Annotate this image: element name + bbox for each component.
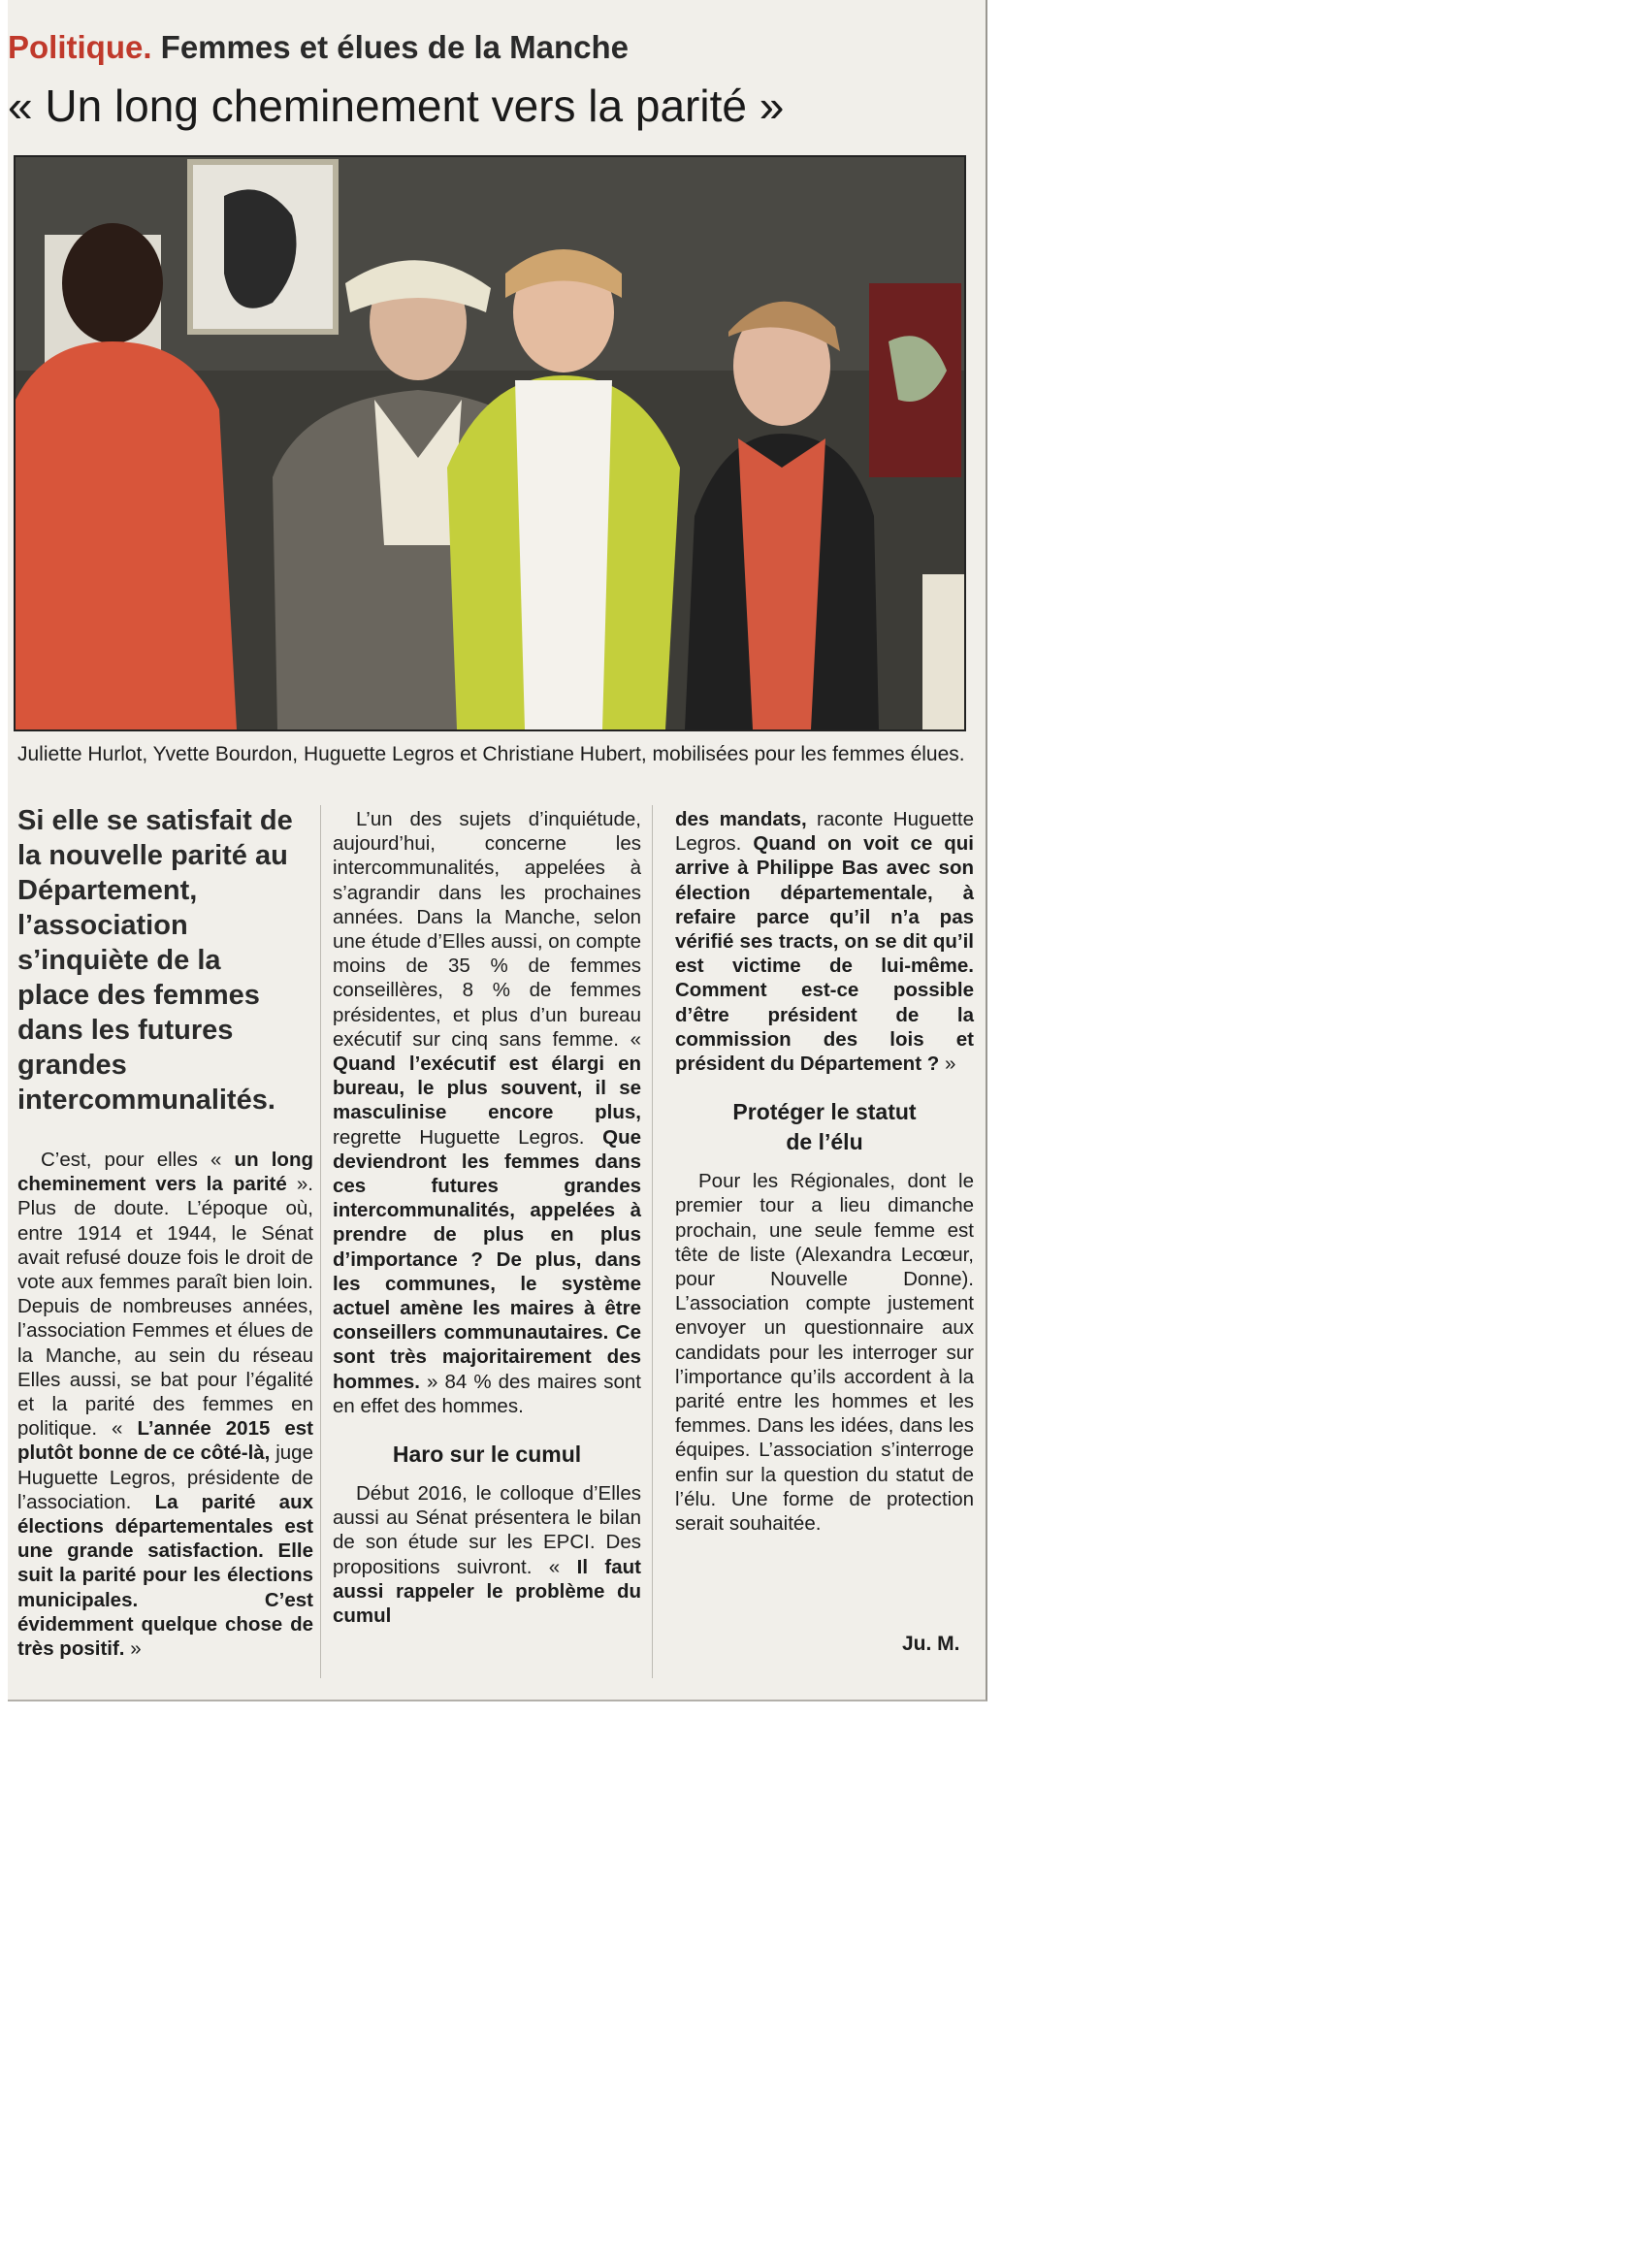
text-run: Début 2016, le colloque d’Elles aussi au Sénat présentera le bilan de son étude sur les EPCI. Des propositions suivront. « — [333, 1482, 641, 1578]
col2-paragraph-2 — [333, 1481, 641, 1628]
bold-run: L’année 2015 est plutôt bonne de ce côté-là, — [17, 1417, 313, 1465]
photo-caption: Juliette Hurlot, Yvette Bourdon, Huguette Legros et Christiane Hubert, mobilisées pour les femmes élues. — [17, 743, 965, 765]
author-signature: Ju. M. — [902, 1633, 960, 1655]
bold-run: Quand on voit ce qui arrive à Philippe Bas avec son élection départementale, à refaire parce qu’il n’a pas vérifié ses tracts, on se dit qu’il est victime de lui-même. Comment est-ce possible d’être président de la commission des lois et président du Département ? — [675, 832, 974, 1076]
column-2 — [333, 807, 641, 1628]
kicker-text: Femmes et élues de la Manche — [160, 29, 630, 65]
text-run: » — [939, 1053, 956, 1076]
text-run: raconte Huguette Legros. — [675, 808, 974, 856]
bold-run: des mandats, — [675, 808, 807, 830]
col2-paragraph-1 — [333, 807, 641, 1418]
subhead-proteger-le-statut: Protéger le statut de l’élu — [732, 1099, 917, 1155]
column-1 — [17, 1148, 313, 1661]
text-run: » — [124, 1637, 142, 1661]
subhead-haro-sur-le-cumul: Haro sur le cumul — [392, 1442, 582, 1468]
text-run: ». Plus de doute. L’époque où, entre 1914 et 1944, le Sénat avait refusé douze fois le droit de vote aux femmes paraît bien loin. Depuis de nombreuses années, l’association Femmes et élues de la Manche, au sein du réseau Elles aussi, se bat pour l’égalité et la parité des femmes en politique. « — [17, 1173, 313, 1441]
bold-run: La parité aux élections départementales est une grande satisfaction. Elle suit la parité pour les élections municipales. C’est évidemment quelque chose de très positif. — [17, 1490, 314, 1661]
article-headline: « Un long cheminement vers la parité » — [8, 81, 785, 131]
column-3 — [675, 807, 974, 1536]
column-rule — [652, 805, 653, 1678]
article-kicker — [8, 29, 629, 66]
text-run: regrette Huguette Legros. — [333, 1125, 603, 1149]
text-run: C’est, pour elles « — [41, 1149, 235, 1171]
column-rule — [320, 805, 321, 1678]
text-run: juge Huguette Legros, présidente de l’association. — [17, 1442, 313, 1513]
group-portrait-photo — [16, 157, 964, 729]
col1-paragraph — [17, 1148, 313, 1661]
text-run: L’un des sujets d’inquiétude, aujourd’hui, concerne les intercommunalités, appelées à s’agrandir dans les prochaines années. Dans la Manche, selon une étude d’Elles aussi, on compte moins de 35 % de femmes conseillères, 8 % de femmes présidentes, et plus d’un bureau exécutif sur cinq sans femme. « — [333, 808, 641, 1051]
article-photo — [14, 155, 966, 731]
col3-paragraph-1 — [675, 807, 974, 1076]
bold-run: Quand l’exécutif est élargi en bureau, le plus souvent, il se masculinise encore plus, — [333, 1053, 641, 1124]
newspaper-clipping — [8, 0, 987, 1701]
bold-run: Que deviendront les femmes dans ces futures grandes intercommunalités, appelées à prendre de plus en plus d’importance ? De plus, dans les communes, le système actuel amène les maires à être conseillers communautaires. Ce sont très majoritairement des hommes. — [333, 1125, 641, 1393]
col3-paragraph-2 — [675, 1169, 974, 1536]
bold-run: un long cheminement vers la parité — [17, 1149, 313, 1196]
article-lead: Si elle se satisfait de la nouvelle parité au Département, l’association s’inquiète de la place des femmes dans les futures grandes intercommunalités. — [17, 805, 293, 1116]
text-run: » 84 % des maires sont en effet des hommes. — [333, 1370, 641, 1417]
text-run: Pour les Régionales, dont le premier tour a lieu dimanche prochain, une seule femme est tête de liste (Alexandra Lecœur, pour Nouvelle Donne). L’association compte justement envoyer un questionnaire aux candidats pour les interroger sur l’importance qu’ils accordent à la parité entre les hommes et les femmes. Dans les idées, dans les équipes. L’association s’interroge enfin sur la question du statut de l’élu. Une forme de protection serait souhaitée. — [675, 1170, 974, 1536]
rubric-label: Politique. — [8, 29, 152, 65]
bold-run: Il faut aussi rappeler le problème du cumul — [333, 1555, 641, 1628]
